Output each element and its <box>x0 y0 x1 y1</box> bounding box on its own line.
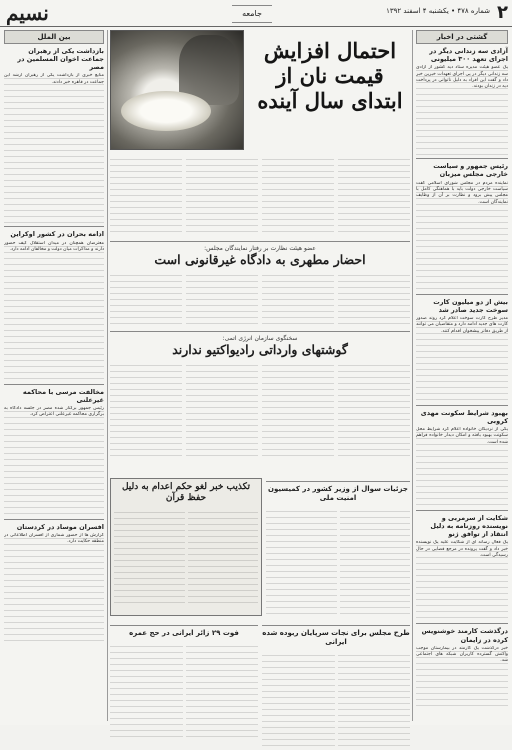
main-story-body <box>110 154 410 234</box>
story-headline: تکذیب خبر لغو حکم اعدام به دلیل حفظ قرآن <box>121 482 251 503</box>
column-title: گشتی در اخبار <box>416 30 508 44</box>
story-text-column <box>338 270 410 326</box>
execution-denial-story <box>110 478 262 616</box>
motahari-story <box>110 238 410 326</box>
divider <box>416 623 508 624</box>
divider <box>416 510 508 511</box>
story-text-column <box>262 154 334 234</box>
story-headline: جزئیات سوال از وزیر کشور در کمیسیون امنیت ملی <box>268 485 408 502</box>
story-text-column <box>262 270 334 326</box>
news-item-text: یکی از نزدیکان خانواده اعلام کرد شرایط محل سکونت بهبود یافته و امکان دیدار خانواده فراهم شده است. <box>416 427 508 507</box>
news-item-title: رئیس جمهور و سیاست خارجی مجلس میزبان <box>433 162 508 179</box>
story-body <box>110 270 410 326</box>
divider <box>110 625 258 626</box>
story-kicker: سخنگوی سازمان انرژی اتمی: <box>222 335 298 342</box>
news-roundup-column <box>412 30 508 721</box>
news-item-text: یک عضو هیئت مدیره ستاد دیه کشور از آزادی سه زندانی دیگر در پی اجرای تعهدات خیرین خبر داد و گفت این افراد به دلیل ناتوانی در پرداخت دیه در زندان بودند. <box>416 65 508 155</box>
divider <box>266 481 410 482</box>
news-item-title: بهبود شرایط سکونت مهدی کروبی <box>420 408 508 425</box>
story-kicker: عضو هیئت نظارت بر رفتار نمایندگان مجلس: <box>204 245 316 252</box>
news-item-title: درگذشت کارمند خوشنویس کرده در زایمان <box>421 627 508 644</box>
issue-info: شماره ۴۷۸ • یکشنبه ۴ اسفند ۱۳۹۲ <box>386 7 490 15</box>
bottom-stories <box>110 622 410 750</box>
pilgrims-story <box>110 622 258 750</box>
news-item-title: افسران موساد در کردستان <box>16 522 104 531</box>
divider <box>4 384 104 385</box>
story-headline: احضار مطهری به دادگاه غیرقانونی است <box>154 252 366 267</box>
story-text-column <box>188 507 259 605</box>
story-text-column <box>338 154 410 234</box>
story-headline: طرح مجلس برای نجات سرپایان ربوده شده ایرانی <box>262 629 410 646</box>
story-text-column <box>186 641 259 741</box>
divider <box>416 294 508 295</box>
story-text-column <box>186 270 258 326</box>
news-item-text: رئیس جمهور برکنار شده مصر در جلسه دادگاه به برگزاری محاکمه غیرعلنی اعتراض کرد. <box>4 406 104 516</box>
news-item-title: بیش از دو میلیون کارت سوخت جدید صادر شد <box>433 297 508 314</box>
news-item-text: مدیر طرح کارت سوخت اعلام کرد روند صدور کارت های جدید ادامه دارد و متقاضیان می توانند از طریق دفاتر پیشخوان اقدام کنند. <box>416 316 508 402</box>
news-item-title: بازداشت یکی از رهبران جماعت اخوان المسلمین در مصر <box>17 47 104 72</box>
meat-story <box>110 328 410 460</box>
bakery-photo <box>110 30 244 150</box>
international-column <box>4 30 108 721</box>
divider <box>110 331 410 332</box>
interior-minister-story <box>266 478 410 616</box>
hostages-story <box>262 622 410 750</box>
story-text-column <box>186 360 258 460</box>
mid-stories <box>110 478 410 616</box>
divider <box>262 625 410 626</box>
story-text-column <box>110 270 182 326</box>
story-headline: فوت ۲۹ زائر ایرانی در حج عمره <box>129 629 239 637</box>
story-text-column <box>338 650 411 750</box>
story-text-column <box>338 360 410 460</box>
section-label: جامعه <box>232 5 272 23</box>
news-item-text: نماینده مردم در مجلس شورای اسلامی گفت سیاست خارجی دولت باید با هماهنگی کامل با مجلس پیش برود و نظارت بر آن از وظایف نمایندگان است. <box>416 181 508 291</box>
page-header <box>0 0 512 27</box>
page-number: ۲ <box>497 2 508 23</box>
story-text-column <box>110 154 182 234</box>
story-text-column <box>266 506 337 616</box>
news-item-title: آزادی سه زندانی دیگر در اجرای تعهد ۳۰۰ میلیونی <box>429 47 508 64</box>
news-item-text: یک فعال رسانه ای از شکایت علیه یک نویسنده خبر داد و گفت پرونده در مرجع قضایی در حال رسیدگی است. <box>416 540 508 620</box>
story-text-column <box>340 506 411 616</box>
news-item-title: مخالفت مرسی با محاکمه غیرعلنی <box>22 387 104 404</box>
news-item-text: منابع خبری از بازداشت یکی از رهبران ارشد این جماعت در قاهره خبر دادند. <box>4 73 104 223</box>
news-item-text: معترضان همچنان در میدان استقلال کیف حضور دارند و مذاکرات میان دولت و مخالفان ادامه دارد. <box>4 241 104 381</box>
divider <box>110 241 410 242</box>
news-item-title: ادامه بحران در کشور اوکراین <box>10 230 104 239</box>
story-text-column <box>262 650 335 750</box>
story-text-column <box>110 641 183 741</box>
story-text-column <box>262 360 334 460</box>
divider <box>416 405 508 406</box>
bread-dough <box>121 91 211 131</box>
story-text-column <box>114 507 185 605</box>
column-title: بین الملل <box>4 30 104 44</box>
story-text-column <box>110 360 182 460</box>
main-content <box>110 30 410 721</box>
divider <box>416 158 508 159</box>
divider <box>4 226 104 227</box>
main-headline: احتمال افزایش قیمت نان از ابتدای سال آینده <box>257 38 403 113</box>
newspaper-logo: نسیم <box>6 1 49 25</box>
news-item-text: گزارش ها از حضور شماری از افسران اطلاعاتی در منطقه حکایت دارد. <box>4 533 104 643</box>
news-item-text: خبر درگذشت یک کارمند در بیمارستان موجب واکنش گسترده کاربران شبکه های اجتماعی شد. <box>416 646 508 706</box>
story-body <box>110 360 410 460</box>
news-item-title: شکایت از سرمربی و نویسنده روزنامه به دلیل انتقاد از توافق ژنو <box>430 514 508 539</box>
story-text-column <box>186 154 258 234</box>
divider <box>4 519 104 520</box>
story-headline: گوشتهای وارداتی رادیواکتیو ندارند <box>172 342 348 357</box>
